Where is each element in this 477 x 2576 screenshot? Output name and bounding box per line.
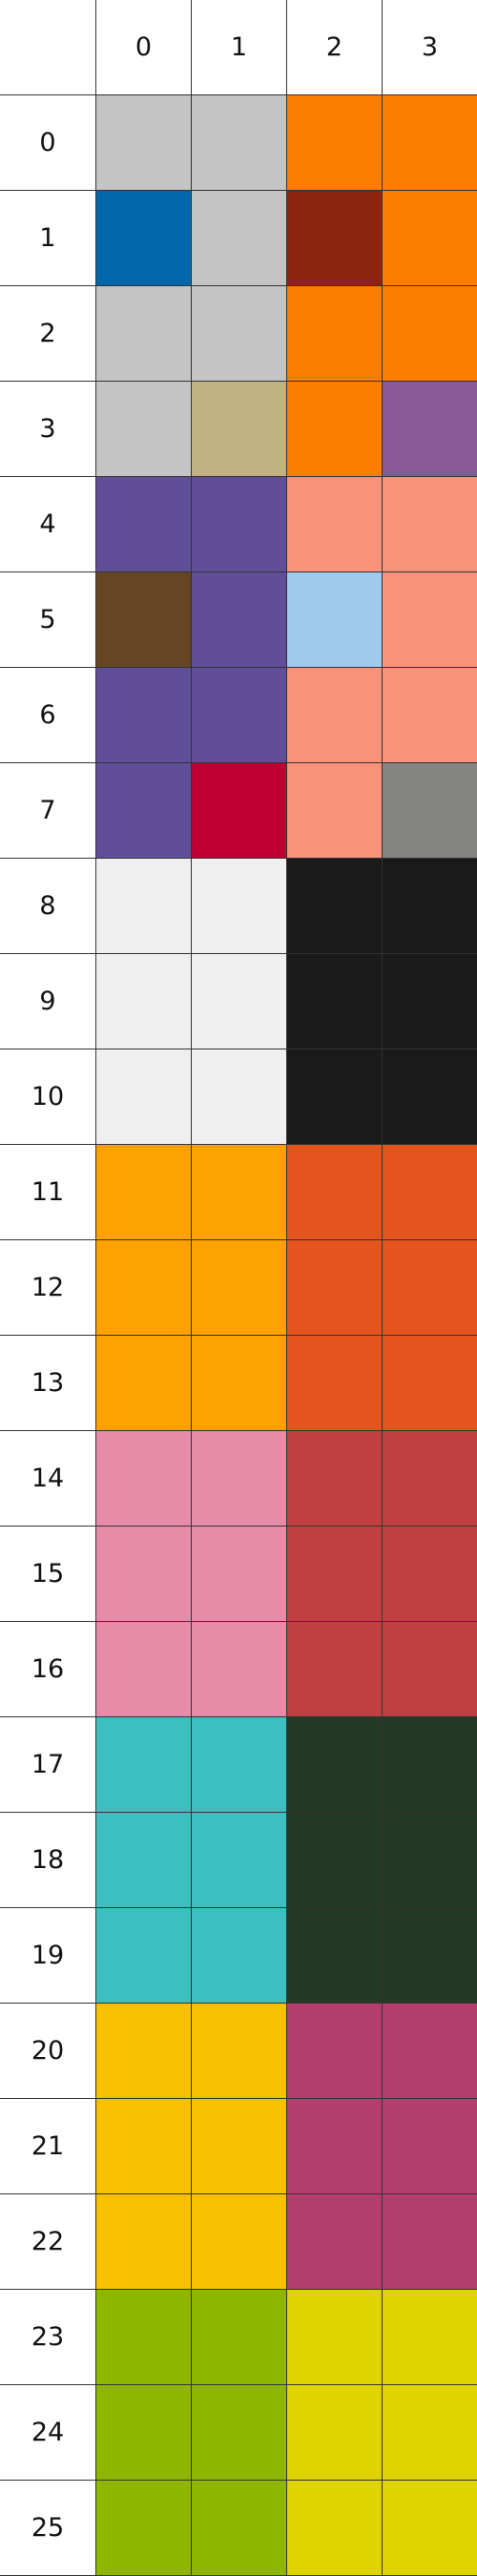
color-cell-r11-c1 bbox=[191, 1145, 286, 1240]
color-cell-r10-c1 bbox=[191, 1049, 286, 1145]
color-cell-r16-c1 bbox=[191, 1622, 286, 1717]
color-cell-r23-c2 bbox=[286, 2290, 382, 2385]
color-cell-r18-c2 bbox=[286, 1813, 382, 1908]
color-cell-r6-c3 bbox=[382, 668, 477, 763]
color-cell-r22-c2 bbox=[286, 2194, 382, 2290]
color-cell-r15-c0 bbox=[95, 1527, 191, 1622]
color-cell-r8-c3 bbox=[382, 859, 477, 954]
color-cell-r25-c0 bbox=[95, 2481, 191, 2576]
color-cell-r12-c2 bbox=[286, 1240, 382, 1336]
row-header-19: 19 bbox=[0, 1908, 95, 2004]
color-cell-r24-c2 bbox=[286, 2385, 382, 2481]
color-cell-r19-c2 bbox=[286, 1908, 382, 2004]
color-cell-r2-c2 bbox=[286, 286, 382, 382]
color-cell-r17-c0 bbox=[95, 1717, 191, 1813]
color-cell-r18-c1 bbox=[191, 1813, 286, 1908]
color-cell-r4-c3 bbox=[382, 477, 477, 572]
row-header-8: 8 bbox=[0, 859, 95, 954]
color-cell-r6-c2 bbox=[286, 668, 382, 763]
color-cell-r22-c1 bbox=[191, 2194, 286, 2290]
color-cell-r21-c1 bbox=[191, 2099, 286, 2194]
color-cell-r13-c0 bbox=[95, 1336, 191, 1431]
color-cell-r4-c2 bbox=[286, 477, 382, 572]
color-cell-r14-c3 bbox=[382, 1431, 477, 1527]
row-header-2: 2 bbox=[0, 286, 95, 382]
color-cell-r4-c0 bbox=[95, 477, 191, 572]
color-cell-r10-c0 bbox=[95, 1049, 191, 1145]
color-cell-r24-c1 bbox=[191, 2385, 286, 2481]
color-cell-r12-c0 bbox=[95, 1240, 191, 1336]
row-header-24: 24 bbox=[0, 2385, 95, 2481]
color-cell-r3-c2 bbox=[286, 382, 382, 477]
color-cell-r1-c0 bbox=[95, 191, 191, 286]
color-cell-r7-c2 bbox=[286, 763, 382, 859]
color-cell-r6-c0 bbox=[95, 668, 191, 763]
row-header-22: 22 bbox=[0, 2194, 95, 2290]
row-header-10: 10 bbox=[0, 1049, 95, 1145]
color-cell-r25-c3 bbox=[382, 2481, 477, 2576]
color-cell-r8-c1 bbox=[191, 859, 286, 954]
color-cell-r21-c0 bbox=[95, 2099, 191, 2194]
color-cell-r18-c0 bbox=[95, 1813, 191, 1908]
color-cell-r10-c3 bbox=[382, 1049, 477, 1145]
color-cell-r13-c1 bbox=[191, 1336, 286, 1431]
color-cell-r23-c3 bbox=[382, 2290, 477, 2385]
color-cell-r25-c1 bbox=[191, 2481, 286, 2576]
color-cell-r5-c1 bbox=[191, 572, 286, 668]
color-cell-r2-c3 bbox=[382, 286, 477, 382]
color-cell-r1-c2 bbox=[286, 191, 382, 286]
color-cell-r19-c3 bbox=[382, 1908, 477, 2004]
color-cell-r9-c3 bbox=[382, 954, 477, 1049]
row-header-6: 6 bbox=[0, 668, 95, 763]
color-cell-r22-c3 bbox=[382, 2194, 477, 2290]
row-header-0: 0 bbox=[0, 95, 95, 191]
color-cell-r8-c0 bbox=[95, 859, 191, 954]
color-cell-r0-c1 bbox=[191, 95, 286, 191]
color-cell-r10-c2 bbox=[286, 1049, 382, 1145]
row-header-16: 16 bbox=[0, 1622, 95, 1717]
row-header-14: 14 bbox=[0, 1431, 95, 1527]
color-cell-r13-c2 bbox=[286, 1336, 382, 1431]
color-cell-r3-c1 bbox=[191, 382, 286, 477]
color-cell-r23-c0 bbox=[95, 2290, 191, 2385]
color-cell-r17-c3 bbox=[382, 1717, 477, 1813]
row-header-20: 20 bbox=[0, 2004, 95, 2099]
color-cell-r16-c2 bbox=[286, 1622, 382, 1717]
color-cell-r3-c3 bbox=[382, 382, 477, 477]
color-cell-r17-c2 bbox=[286, 1717, 382, 1813]
row-header-5: 5 bbox=[0, 572, 95, 668]
row-header-12: 12 bbox=[0, 1240, 95, 1336]
color-cell-r14-c0 bbox=[95, 1431, 191, 1527]
color-cell-r20-c1 bbox=[191, 2004, 286, 2099]
row-header-7: 7 bbox=[0, 763, 95, 859]
color-cell-r12-c1 bbox=[191, 1240, 286, 1336]
color-cell-r23-c1 bbox=[191, 2290, 286, 2385]
row-header-23: 23 bbox=[0, 2290, 95, 2385]
color-cell-r20-c3 bbox=[382, 2004, 477, 2099]
row-header-13: 13 bbox=[0, 1336, 95, 1431]
color-cell-r2-c1 bbox=[191, 286, 286, 382]
color-cell-r15-c3 bbox=[382, 1527, 477, 1622]
row-header-17: 17 bbox=[0, 1717, 95, 1813]
row-header-15: 15 bbox=[0, 1527, 95, 1622]
color-cell-r0-c3 bbox=[382, 95, 477, 191]
color-cell-r0-c2 bbox=[286, 95, 382, 191]
row-header-3: 3 bbox=[0, 382, 95, 477]
color-cell-r15-c1 bbox=[191, 1527, 286, 1622]
color-cell-r9-c0 bbox=[95, 954, 191, 1049]
color-cell-r20-c0 bbox=[95, 2004, 191, 2099]
color-cell-r14-c2 bbox=[286, 1431, 382, 1527]
color-cell-r18-c3 bbox=[382, 1813, 477, 1908]
color-cell-r9-c2 bbox=[286, 954, 382, 1049]
color-cell-r16-c3 bbox=[382, 1622, 477, 1717]
color-cell-r11-c0 bbox=[95, 1145, 191, 1240]
color-cell-r7-c0 bbox=[95, 763, 191, 859]
color-cell-r25-c2 bbox=[286, 2481, 382, 2576]
color-cell-r12-c3 bbox=[382, 1240, 477, 1336]
row-header-11: 11 bbox=[0, 1145, 95, 1240]
color-cell-r11-c2 bbox=[286, 1145, 382, 1240]
row-header-9: 9 bbox=[0, 954, 95, 1049]
row-header-18: 18 bbox=[0, 1813, 95, 1908]
color-cell-r21-c2 bbox=[286, 2099, 382, 2194]
color-cell-r8-c2 bbox=[286, 859, 382, 954]
color-cell-r19-c1 bbox=[191, 1908, 286, 2004]
color-cell-r7-c1 bbox=[191, 763, 286, 859]
column-header-1: 1 bbox=[191, 0, 286, 95]
row-header-21: 21 bbox=[0, 2099, 95, 2194]
color-cell-r21-c3 bbox=[382, 2099, 477, 2194]
row-header-1: 1 bbox=[0, 191, 95, 286]
color-cell-r11-c3 bbox=[382, 1145, 477, 1240]
column-header-0: 0 bbox=[95, 0, 191, 95]
color-cell-r5-c0 bbox=[95, 572, 191, 668]
color-cell-r0-c0 bbox=[95, 95, 191, 191]
color-cell-r24-c0 bbox=[95, 2385, 191, 2481]
row-header-4: 4 bbox=[0, 477, 95, 572]
column-header-3: 3 bbox=[382, 0, 477, 95]
color-cell-r1-c1 bbox=[191, 191, 286, 286]
color-cell-r24-c3 bbox=[382, 2385, 477, 2481]
column-header-2: 2 bbox=[286, 0, 382, 95]
color-cell-r14-c1 bbox=[191, 1431, 286, 1527]
color-cell-r2-c0 bbox=[95, 286, 191, 382]
color-cell-r20-c2 bbox=[286, 2004, 382, 2099]
color-cell-r17-c1 bbox=[191, 1717, 286, 1813]
color-cell-r5-c2 bbox=[286, 572, 382, 668]
color-cell-r3-c0 bbox=[95, 382, 191, 477]
color-cell-r22-c0 bbox=[95, 2194, 191, 2290]
corner-cell bbox=[0, 0, 95, 95]
color-cell-r6-c1 bbox=[191, 668, 286, 763]
row-header-25: 25 bbox=[0, 2481, 95, 2576]
color-cell-r15-c2 bbox=[286, 1527, 382, 1622]
color-cell-r16-c0 bbox=[95, 1622, 191, 1717]
color-cell-r13-c3 bbox=[382, 1336, 477, 1431]
color-cell-r5-c3 bbox=[382, 572, 477, 668]
color-cell-r1-c3 bbox=[382, 191, 477, 286]
color-cell-r19-c0 bbox=[95, 1908, 191, 2004]
color-cell-r9-c1 bbox=[191, 954, 286, 1049]
color-cell-r4-c1 bbox=[191, 477, 286, 572]
color-cell-r7-c3 bbox=[382, 763, 477, 859]
